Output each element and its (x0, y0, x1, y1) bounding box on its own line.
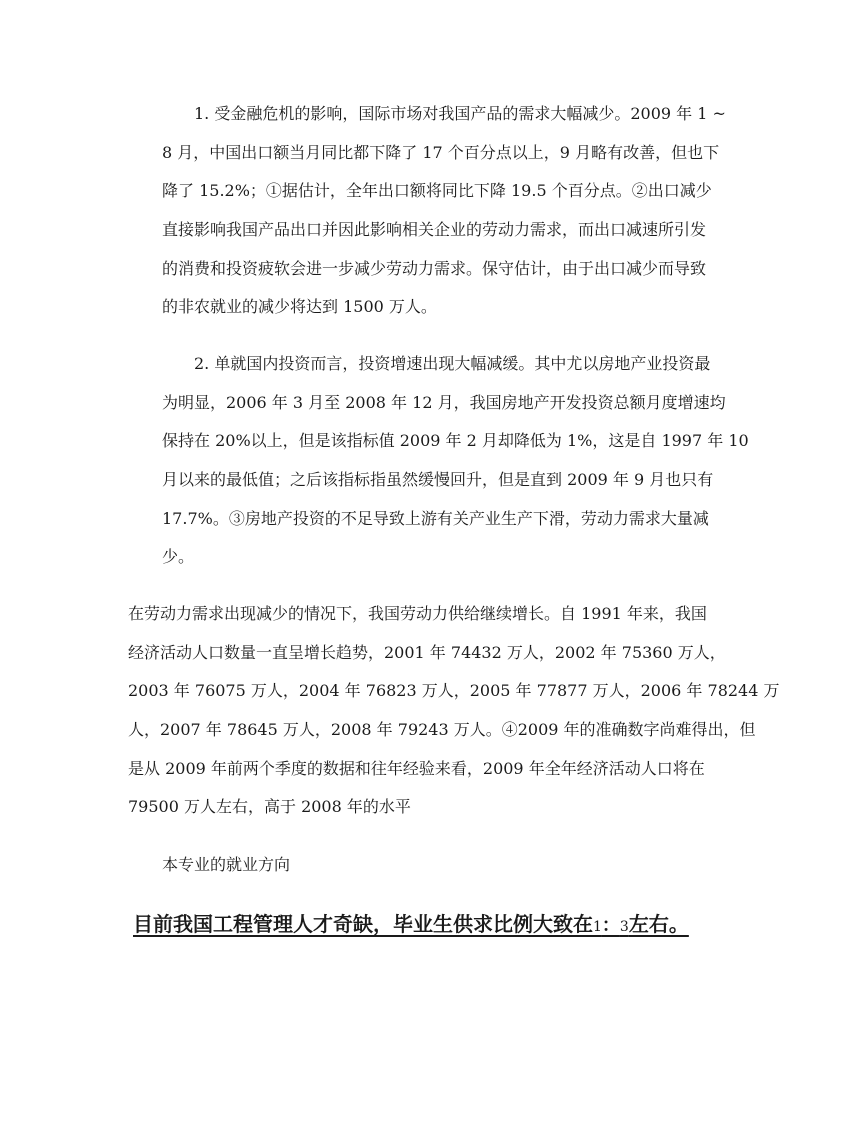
conclusion-suffix: 左右。 (628, 912, 689, 936)
paragraph-line: 直接影响我国产品出口并因此影响相关企业的劳动力需求，而出口减速所引发 (162, 220, 707, 239)
paragraph-line: 17.7%。③房地产投资的不足导致上游有关产业生产下滑，劳动力需求大量减 (162, 509, 709, 528)
paragraph-line: 79500 万人左右，高于 2008 年的水平 (128, 797, 411, 816)
paragraph-line: 8 月，中国出口额当月同比都下降了 17 个百分点以上，9 月略有改善，但也下 (162, 143, 720, 162)
paragraph-line: 降了 15.2%；①据估计，全年出口额将同比下降 19.5 个百分点。②出口减少 (162, 181, 712, 200)
paragraph-line: 的非农就业的减少将达到 1500 万人。 (162, 297, 437, 316)
ratio-right: 3 (619, 919, 629, 935)
section-heading: 本专业的就业方向 (162, 855, 291, 874)
paragraph-line: 1. 受金融危机的影响，国际市场对我国产品的需求大幅减少。2009 年 1 ~ (194, 104, 726, 123)
paragraph-line: 的消费和投资疲软会进一步减少劳动力需求。保守估计，由于出口减少而导致 (162, 259, 707, 278)
paragraph-line: 在劳动力需求出现减少的情况下，我国劳动力供给继续增长。自 1991 年来，我国 (128, 604, 707, 623)
paragraph-line: 人，2007 年 78645 万人，2008 年 79243 万人。④2009 年的准确数字尚难得出，但 (128, 720, 756, 739)
paragraph-line: 月以来的最低值；之后该指标指虽然缓慢回升，但是直到 2009 年 9 月也只有 (162, 470, 714, 489)
paragraph-line: 是从 2009 年前两个季度的数据和往年经验来看，2009 年全年经济活动人口将在 (128, 759, 705, 778)
paragraph-line: 保持在 20%以上，但是该指标值 2009 年 2 月却降低为 1%，这是自 1997 年 10 (162, 431, 749, 450)
ratio-colon: ： (601, 915, 620, 936)
paragraph-line: 少。 (162, 547, 195, 566)
conclusion-statement (133, 910, 689, 941)
paragraph-line: 2. 单就国内投资而言，投资增速出现大幅减缓。其中尤以房地产业投资最 (194, 354, 711, 373)
paragraph-line: 经济活动人口数量一直呈增长趋势，2001 年 74432 万人，2002 年 75360 万人， (128, 643, 726, 662)
paragraph-line: 为明显，2006 年 3 月至 2008 年 12 月，我国房地产开发投资总额月度增速均 (162, 393, 726, 412)
conclusion-prefix: 目前我国工程管理人才奇缺，毕业生供求比例大致在 (133, 912, 593, 936)
paragraph-line: 2003 年 76075 万人，2004 年 76823 万人，2005 年 77877 万人，2006 年 78244 万 (128, 681, 780, 700)
ratio-left: 1 (593, 919, 602, 935)
